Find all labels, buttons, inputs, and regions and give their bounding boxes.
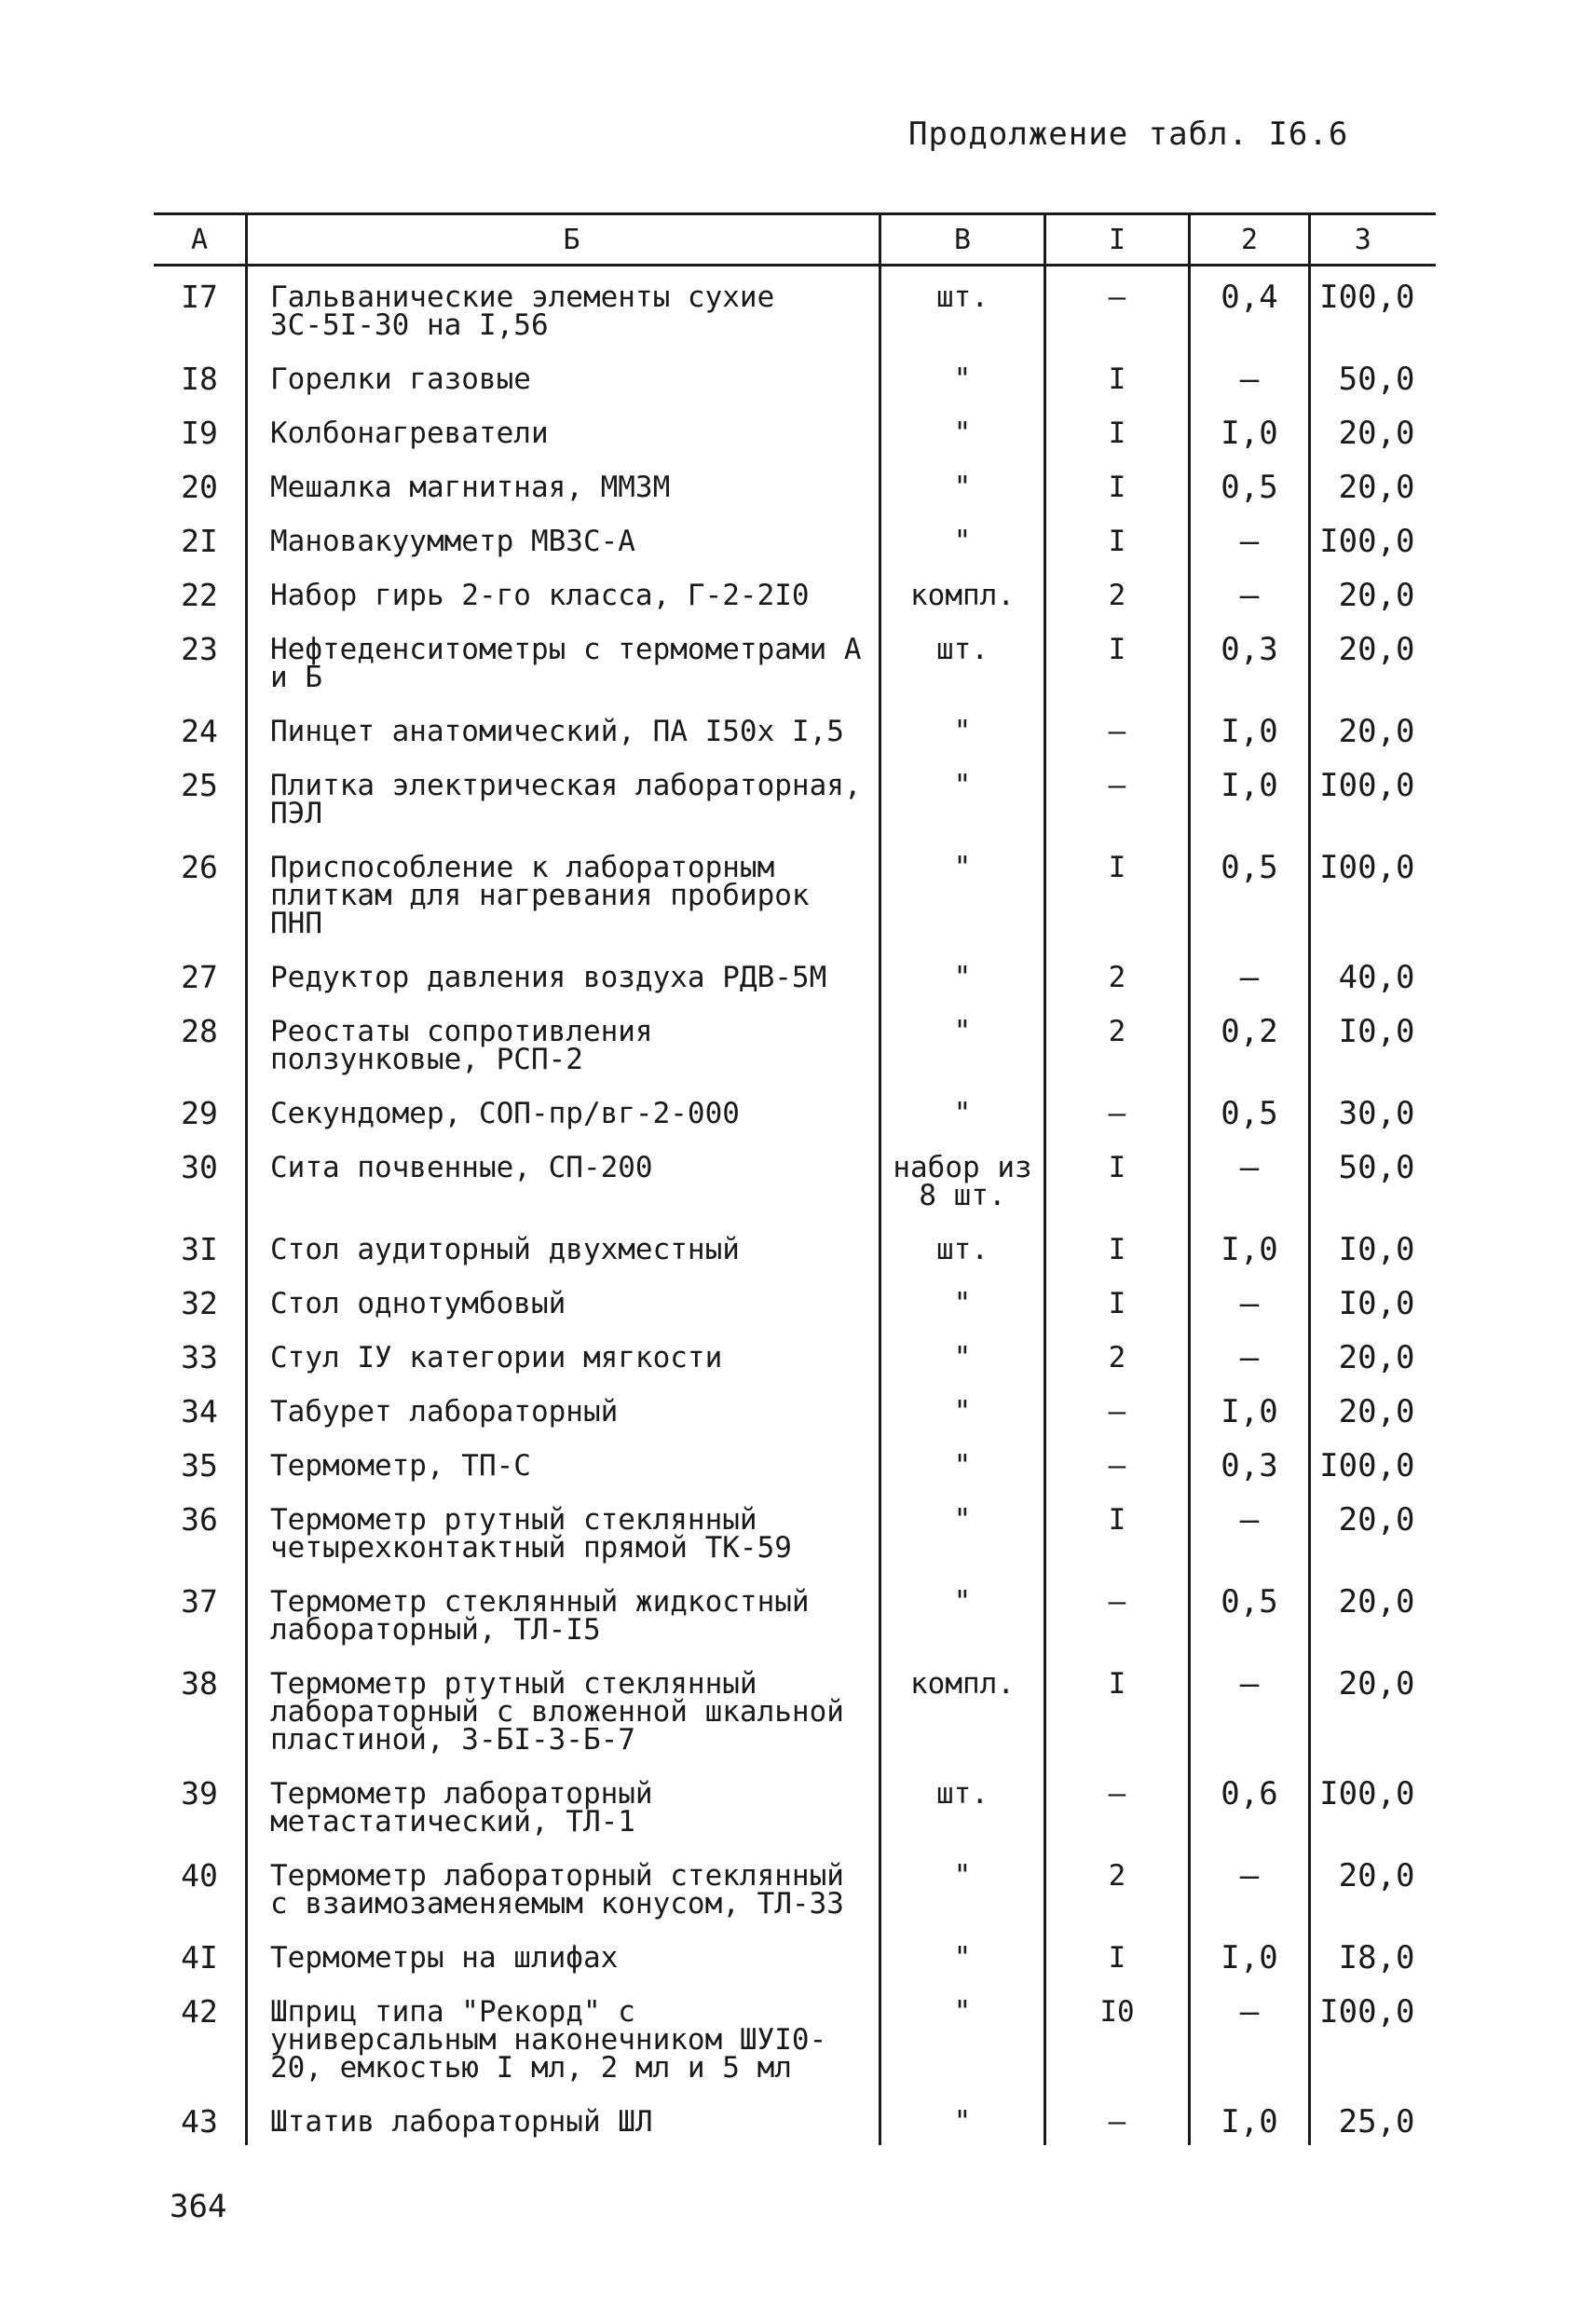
cell-col-2: 0,6 xyxy=(1190,1763,1310,1845)
cell-name: Сита почвенные, СП-200 xyxy=(247,1137,880,1219)
cell-col-1: I xyxy=(1045,511,1190,565)
table-row xyxy=(154,457,1436,511)
cell-unit: " xyxy=(880,1981,1045,2091)
cell-unit: " xyxy=(880,1927,1045,1981)
cell-col-1: I xyxy=(1045,457,1190,511)
equipment-table xyxy=(154,212,1436,2145)
cell-number: 30 xyxy=(181,1149,218,1185)
cell-col-2: – xyxy=(1190,1137,1310,1219)
cell-col-2: 0,2 xyxy=(1190,1001,1310,1083)
cell-col-2: 0,3 xyxy=(1190,619,1310,701)
cell-name: Реостаты сопротивления ползунковые, РСП-2 xyxy=(247,1001,880,1083)
cell-col-2: 0,5 xyxy=(1190,1083,1310,1137)
cell-number: 25 xyxy=(181,767,218,803)
cell-number: 26 xyxy=(181,849,218,885)
cell-unit: " xyxy=(880,2091,1045,2145)
cell-number: I7 xyxy=(181,279,218,315)
cell-unit: " xyxy=(880,1381,1045,1435)
cell-unit: " xyxy=(880,1571,1045,1653)
cell-col-3: 20,0 xyxy=(1310,701,1436,755)
cell-name: Приспособление к лабораторным плиткам для нагревания пробирок ПНП xyxy=(247,837,880,947)
cell-unit: " xyxy=(880,1083,1045,1137)
cell-col-3: 20,0 xyxy=(1310,619,1436,701)
cell-name: Табурет лабораторный xyxy=(247,1381,880,1435)
cell-number: 23 xyxy=(181,631,218,667)
cell-name: Термометр лабораторный метастатический, ТЛ-1 xyxy=(247,1763,880,1845)
page-number: 364 xyxy=(170,2188,227,2225)
cell-unit: " xyxy=(880,1327,1045,1381)
cell-col-1: – xyxy=(1045,266,1190,349)
cell-unit: шт. xyxy=(880,266,1045,349)
cell-unit: компл. xyxy=(880,565,1045,619)
cell-col-1: I xyxy=(1045,1273,1190,1327)
cell-number: 39 xyxy=(181,1775,218,1812)
cell-unit: " xyxy=(880,1435,1045,1489)
cell-col-2: – xyxy=(1190,947,1310,1001)
cell-number: 29 xyxy=(181,1095,218,1131)
table-row xyxy=(154,1927,1436,1981)
cell-name: Мешалка магнитная, ММЗМ xyxy=(247,457,880,511)
cell-number: 40 xyxy=(181,1857,218,1894)
cell-col-3: 20,0 xyxy=(1310,1845,1436,1927)
cell-col-2: – xyxy=(1190,349,1310,403)
cell-col-3: 20,0 xyxy=(1310,457,1436,511)
cell-col-2: I,0 xyxy=(1190,1381,1310,1435)
cell-col-1: I xyxy=(1045,1219,1190,1273)
cell-number: 37 xyxy=(181,1583,218,1620)
cell-col-2: 0,5 xyxy=(1190,457,1310,511)
cell-name: Плитка электрическая лабораторная, ПЭЛ xyxy=(247,755,880,837)
cell-col-2: 0,3 xyxy=(1190,1435,1310,1489)
cell-unit: " xyxy=(880,1489,1045,1571)
table-row xyxy=(154,1219,1436,1273)
cell-col-1: – xyxy=(1045,1083,1190,1137)
cell-unit: " xyxy=(880,947,1045,1001)
cell-number: 3I xyxy=(181,1231,218,1267)
cell-name: Гальванические элементы сухие 3С-5I-30 на I,56 xyxy=(247,266,880,349)
cell-number: I9 xyxy=(181,415,218,451)
cell-name: Стул IУ категории мягкости xyxy=(247,1327,880,1381)
cell-unit: шт. xyxy=(880,619,1045,701)
cell-number: 27 xyxy=(181,959,218,995)
cell-col-3: I00,0 xyxy=(1310,837,1436,947)
cell-name: Горелки газовые xyxy=(247,349,880,403)
cell-number: 43 xyxy=(181,2103,218,2140)
cell-col-1: – xyxy=(1045,701,1190,755)
cell-number: 4I xyxy=(181,1939,218,1976)
cell-col-3: I00,0 xyxy=(1310,755,1436,837)
cell-number: 2I xyxy=(181,523,218,559)
cell-col-3: 20,0 xyxy=(1310,1489,1436,1571)
column-header-v: В xyxy=(880,214,1045,266)
cell-col-2: – xyxy=(1190,1327,1310,1381)
cell-col-1: 2 xyxy=(1045,1001,1190,1083)
cell-unit: шт. xyxy=(880,1763,1045,1845)
table-row xyxy=(154,947,1436,1001)
cell-name: Штатив лабораторный ШЛ xyxy=(247,2091,880,2145)
cell-unit: компл. xyxy=(880,1653,1045,1763)
cell-name: Мановакуумметр МВЗС-А xyxy=(247,511,880,565)
cell-col-3: I00,0 xyxy=(1310,1981,1436,2091)
cell-col-3: 20,0 xyxy=(1310,1571,1436,1653)
table-row xyxy=(154,1083,1436,1137)
cell-col-1: 2 xyxy=(1045,1327,1190,1381)
cell-number: 42 xyxy=(181,1993,218,2030)
cell-col-3: I00,0 xyxy=(1310,1763,1436,1845)
cell-col-1: I xyxy=(1045,1927,1190,1981)
cell-col-2: – xyxy=(1190,511,1310,565)
cell-unit: " xyxy=(880,511,1045,565)
table-row xyxy=(154,1327,1436,1381)
cell-unit: " xyxy=(880,457,1045,511)
cell-number: 33 xyxy=(181,1339,218,1375)
cell-col-3: 20,0 xyxy=(1310,565,1436,619)
table-row xyxy=(154,1001,1436,1083)
cell-unit: " xyxy=(880,1273,1045,1327)
table-row xyxy=(154,1763,1436,1845)
cell-col-1: I xyxy=(1045,403,1190,457)
cell-name: Термометр лабораторный стеклянный с взаимозаменяемым конусом, ТЛ-33 xyxy=(247,1845,880,1927)
cell-col-2: I,0 xyxy=(1190,403,1310,457)
table-row xyxy=(154,701,1436,755)
cell-name: Стол однотумбовый xyxy=(247,1273,880,1327)
cell-col-3: 20,0 xyxy=(1310,1327,1436,1381)
table-row xyxy=(154,619,1436,701)
table-row xyxy=(154,837,1436,947)
cell-name: Термометр ртутный стеклянный четырехконтактный прямой ТК-59 xyxy=(247,1489,880,1571)
table-row xyxy=(154,1137,1436,1219)
column-header-2: 2 xyxy=(1190,214,1310,266)
cell-col-2: 0,4 xyxy=(1190,266,1310,349)
cell-col-2: – xyxy=(1190,1273,1310,1327)
table-row xyxy=(154,1981,1436,2091)
cell-col-3: I0,0 xyxy=(1310,1219,1436,1273)
cell-number: 34 xyxy=(181,1393,218,1429)
cell-col-3: 20,0 xyxy=(1310,1653,1436,1763)
cell-col-2: – xyxy=(1190,1489,1310,1571)
column-header-1: I xyxy=(1045,214,1190,266)
cell-col-2: 0,5 xyxy=(1190,1571,1310,1653)
cell-name: Секундомер, СОП-пр/вг-2-000 xyxy=(247,1083,880,1137)
cell-unit: " xyxy=(880,1001,1045,1083)
cell-unit: " xyxy=(880,701,1045,755)
cell-col-1: I xyxy=(1045,349,1190,403)
cell-col-2: – xyxy=(1190,565,1310,619)
cell-col-1: – xyxy=(1045,1763,1190,1845)
cell-name: Шприц типа "Рекорд" с универсальным наконечником ШУI0-20, емкостью I мл, 2 мл и 5 мл xyxy=(247,1981,880,2091)
cell-col-3: I00,0 xyxy=(1310,511,1436,565)
table-row xyxy=(154,349,1436,403)
cell-number: 36 xyxy=(181,1501,218,1538)
cell-name: Нефтеденситометры с термометрами А и Б xyxy=(247,619,880,701)
column-header-3: 3 xyxy=(1310,214,1436,266)
cell-col-1: 2 xyxy=(1045,947,1190,1001)
cell-col-2: – xyxy=(1190,1981,1310,2091)
cell-unit: " xyxy=(880,755,1045,837)
table-row xyxy=(154,1845,1436,1927)
cell-number: 32 xyxy=(181,1285,218,1321)
table-row xyxy=(154,511,1436,565)
cell-number: 20 xyxy=(181,469,218,505)
cell-name: Пинцет анатомический, ПА I50х I,5 xyxy=(247,701,880,755)
table-row xyxy=(154,266,1436,349)
cell-name: Термометр ртутный стеклянный лабораторный с вложенной шкальной пластиной, 3-БI-3-Б-7 xyxy=(247,1653,880,1763)
table-row xyxy=(154,1653,1436,1763)
cell-number: 24 xyxy=(181,713,218,749)
cell-number: 28 xyxy=(181,1013,218,1049)
cell-col-3: I0,0 xyxy=(1310,1273,1436,1327)
cell-col-1: I xyxy=(1045,1653,1190,1763)
cell-unit: шт. xyxy=(880,1219,1045,1273)
cell-col-3: 20,0 xyxy=(1310,403,1436,457)
cell-unit: " xyxy=(880,837,1045,947)
table-row xyxy=(154,1273,1436,1327)
cell-name: Колбонагреватели xyxy=(247,403,880,457)
table-row xyxy=(154,1571,1436,1653)
cell-col-3: I0,0 xyxy=(1310,1001,1436,1083)
cell-col-1: – xyxy=(1045,1571,1190,1653)
cell-col-1: – xyxy=(1045,1381,1190,1435)
cell-col-2: I,0 xyxy=(1190,755,1310,837)
table-row xyxy=(154,755,1436,837)
table-header-row xyxy=(154,214,1436,266)
table-row xyxy=(154,403,1436,457)
table-row xyxy=(154,1489,1436,1571)
cell-col-3: 40,0 xyxy=(1310,947,1436,1001)
cell-name: Редуктор давления воздуха РДВ-5М xyxy=(247,947,880,1001)
table-row xyxy=(154,1381,1436,1435)
cell-number: 35 xyxy=(181,1447,218,1484)
cell-col-2: – xyxy=(1190,1653,1310,1763)
column-header-b: Б xyxy=(247,214,880,266)
cell-col-2: I,0 xyxy=(1190,1927,1310,1981)
cell-name: Термометры на шлифах xyxy=(247,1927,880,1981)
column-header-a: А xyxy=(154,214,247,266)
cell-col-3: 25,0 xyxy=(1310,2091,1436,2145)
cell-col-3: 50,0 xyxy=(1310,1137,1436,1219)
cell-name: Стол аудиторный двухместный xyxy=(247,1219,880,1273)
cell-col-3: 30,0 xyxy=(1310,1083,1436,1137)
table-caption: Продолжение табл. I6.6 xyxy=(908,116,1349,153)
table-row xyxy=(154,1435,1436,1489)
cell-number: I8 xyxy=(181,361,218,397)
table-body xyxy=(154,266,1436,2146)
cell-col-1: – xyxy=(1045,2091,1190,2145)
cell-col-1: 2 xyxy=(1045,1845,1190,1927)
cell-col-1: I xyxy=(1045,837,1190,947)
cell-col-1: – xyxy=(1045,755,1190,837)
cell-col-2: 0,5 xyxy=(1190,837,1310,947)
cell-unit: " xyxy=(880,1845,1045,1927)
cell-name: Термометр стеклянный жидкостный лабораторный, ТЛ-I5 xyxy=(247,1571,880,1653)
cell-col-1: I xyxy=(1045,1137,1190,1219)
cell-col-3: I00,0 xyxy=(1310,266,1436,349)
cell-col-3: 20,0 xyxy=(1310,1381,1436,1435)
cell-unit: набор из 8 шт. xyxy=(880,1137,1045,1219)
cell-col-1: I xyxy=(1045,1489,1190,1571)
cell-col-2: – xyxy=(1190,1845,1310,1927)
cell-col-3: 50,0 xyxy=(1310,349,1436,403)
cell-col-2: I,0 xyxy=(1190,2091,1310,2145)
cell-name: Термометр, ТП-С xyxy=(247,1435,880,1489)
cell-col-2: I,0 xyxy=(1190,701,1310,755)
cell-col-3: I8,0 xyxy=(1310,1927,1436,1981)
cell-col-1: I xyxy=(1045,619,1190,701)
table-row xyxy=(154,2091,1436,2145)
cell-number: 22 xyxy=(181,577,218,613)
cell-col-3: I00,0 xyxy=(1310,1435,1436,1489)
cell-col-1: 2 xyxy=(1045,565,1190,619)
cell-number: 38 xyxy=(181,1665,218,1702)
cell-name: Набор гирь 2-го класса, Г-2-2I0 xyxy=(247,565,880,619)
cell-unit: " xyxy=(880,403,1045,457)
cell-col-2: I,0 xyxy=(1190,1219,1310,1273)
table-row xyxy=(154,565,1436,619)
cell-col-1: I0 xyxy=(1045,1981,1190,2091)
cell-unit: " xyxy=(880,349,1045,403)
cell-col-1: – xyxy=(1045,1435,1190,1489)
